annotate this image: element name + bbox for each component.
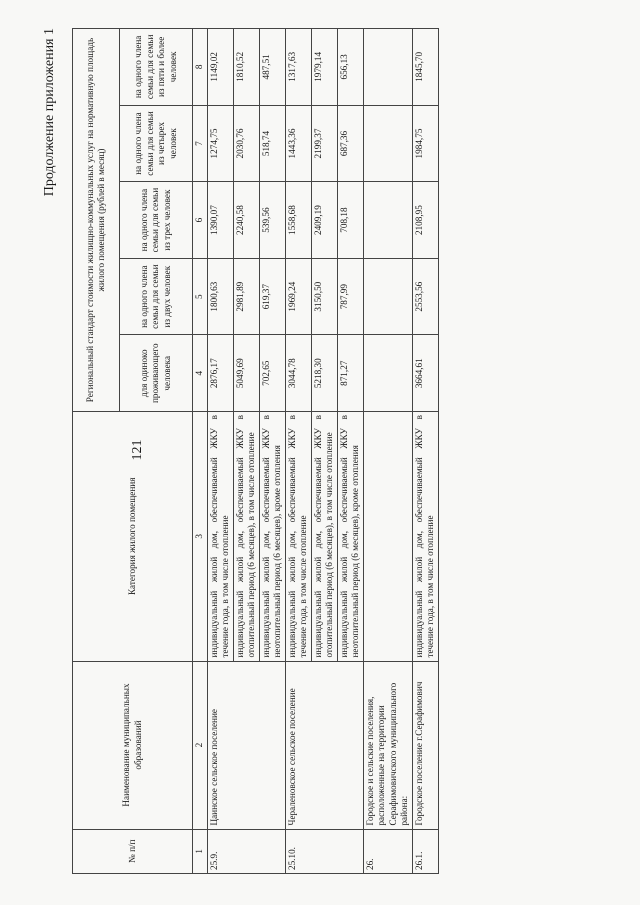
appendix-title: Продолжение приложения 1 xyxy=(42,28,57,197)
value-cell: 3044,78 xyxy=(285,335,311,412)
header-num: № п/п xyxy=(73,829,193,873)
value-cell: 1274,75 xyxy=(207,105,233,182)
tariff-table xyxy=(72,28,439,874)
category-cell: индивидуальный жилой дом, обеспечиваемый ЖКУ в неотопительный период (6 месяцев), кроме отопления xyxy=(337,412,363,662)
value-cell: 871,27 xyxy=(337,335,363,412)
value-cell: 1800,63 xyxy=(207,258,233,335)
empty-cell xyxy=(363,335,412,412)
empty-cell xyxy=(363,29,412,106)
value-cell: 708,18 xyxy=(337,182,363,259)
category-cell: индивидуальный жилой дом, обеспечиваемый ЖКУ в течение года, в том числе отопление xyxy=(207,412,233,662)
value-cell: 1390,07 xyxy=(207,182,233,259)
municipality-name: Чераленовское сельское поселение xyxy=(285,661,363,829)
category-cell: индивидуальный жилой дом, обеспечиваемый ЖКУ в отопительный период (6 месяцев), в том числе отопление xyxy=(311,412,337,662)
row-number: 25.9. xyxy=(207,829,285,873)
value-cell: 1317,63 xyxy=(285,29,311,106)
header-col4: для одиноко проживающего человека xyxy=(120,335,193,412)
category-cell: индивидуальный жилой дом, обеспечиваемый ЖКУ в неотопительный период (6 месяцев), кроме отопления xyxy=(259,412,285,662)
value-cell: 687,36 xyxy=(337,105,363,182)
header-category: Категория жилого помещения xyxy=(73,412,193,662)
value-cell: 2199,37 xyxy=(311,105,337,182)
value-cell: 787,99 xyxy=(337,258,363,335)
page-number: 121 xyxy=(130,439,145,461)
empty-cell xyxy=(363,182,412,259)
header-col7: на одного члена семьи для семьи из четырех человек xyxy=(120,105,193,182)
empty-cell xyxy=(363,105,412,182)
table-row xyxy=(285,29,311,874)
value-cell: 2108,95 xyxy=(412,182,438,259)
municipality-name: Городское и сельские поселения, расположенные на территории Серафимовичского муниципального района: xyxy=(363,661,412,829)
colnum-5: 5 xyxy=(193,258,208,335)
value-cell: 539,56 xyxy=(259,182,285,259)
row-number: 26.1. xyxy=(412,829,438,873)
value-cell: 5218,30 xyxy=(311,335,337,412)
colnum-1: 1 xyxy=(193,829,208,873)
header-col8: на одного члена семьи для семьи из пяти и более человек xyxy=(120,29,193,106)
empty-cell xyxy=(363,258,412,335)
column-numbers-row xyxy=(193,29,208,874)
colnum-4: 4 xyxy=(193,335,208,412)
colnum-3: 3 xyxy=(193,412,208,662)
category-cell: индивидуальный жилой дом, обеспечиваемый ЖКУ в течение года, в том числе отопление xyxy=(285,412,311,662)
value-cell: 487,51 xyxy=(259,29,285,106)
category-cell: индивидуальный жилой дом, обеспечиваемый ЖКУ в отопительный период (6 месяцев), в том числе отопление xyxy=(233,412,259,662)
colnum-6: 6 xyxy=(193,182,208,259)
sheet xyxy=(20,20,620,880)
rotated-content xyxy=(20,20,620,880)
header-group: Региональный стандарт стоимости жилищно-коммунальных услуг на нормативную площадь жилого помещения (рублей в месяц) xyxy=(73,29,120,412)
colnum-8: 8 xyxy=(193,29,208,106)
value-cell: 1149,02 xyxy=(207,29,233,106)
value-cell: 2876,17 xyxy=(207,335,233,412)
header-municipality: Наименование муниципальных образований xyxy=(73,661,193,829)
value-cell: 1845,70 xyxy=(412,29,438,106)
header-row xyxy=(73,29,120,874)
colnum-7: 7 xyxy=(193,105,208,182)
value-cell: 702,65 xyxy=(259,335,285,412)
value-cell: 1558,68 xyxy=(285,182,311,259)
row-number: 26. xyxy=(363,829,412,873)
value-cell: 3150,50 xyxy=(311,258,337,335)
table-row xyxy=(363,29,412,874)
value-cell: 2240,58 xyxy=(233,182,259,259)
row-number: 25.10. xyxy=(285,829,363,873)
table-row xyxy=(207,29,233,874)
category-cell: индивидуальный жилой дом, обеспечиваемый ЖКУ в течение года, в том числе отопление xyxy=(412,412,438,662)
header-col5: на одного члена семьи для семьи из двух человек xyxy=(120,258,193,335)
value-cell: 1969,24 xyxy=(285,258,311,335)
value-cell: 2409,19 xyxy=(311,182,337,259)
value-cell: 518,74 xyxy=(259,105,285,182)
municipality-name: Городское поселение г.Серафимович xyxy=(412,661,438,829)
value-cell: 1979,14 xyxy=(311,29,337,106)
value-cell: 1984,75 xyxy=(412,105,438,182)
value-cell: 5049,69 xyxy=(233,335,259,412)
value-cell: 1443,36 xyxy=(285,105,311,182)
header-col6: на одного члена семьи для семьи из трех человек xyxy=(120,182,193,259)
colnum-2: 2 xyxy=(193,661,208,829)
value-cell: 3664,61 xyxy=(412,335,438,412)
municipality-name: Цаинское сельское поселение xyxy=(207,661,285,829)
value-cell: 2553,56 xyxy=(412,258,438,335)
value-cell: 2981,89 xyxy=(233,258,259,335)
empty-cell xyxy=(363,412,412,662)
value-cell: 2030,76 xyxy=(233,105,259,182)
value-cell: 619,37 xyxy=(259,258,285,335)
table-row xyxy=(412,29,438,874)
value-cell: 1810,52 xyxy=(233,29,259,106)
value-cell: 656,13 xyxy=(337,29,363,106)
